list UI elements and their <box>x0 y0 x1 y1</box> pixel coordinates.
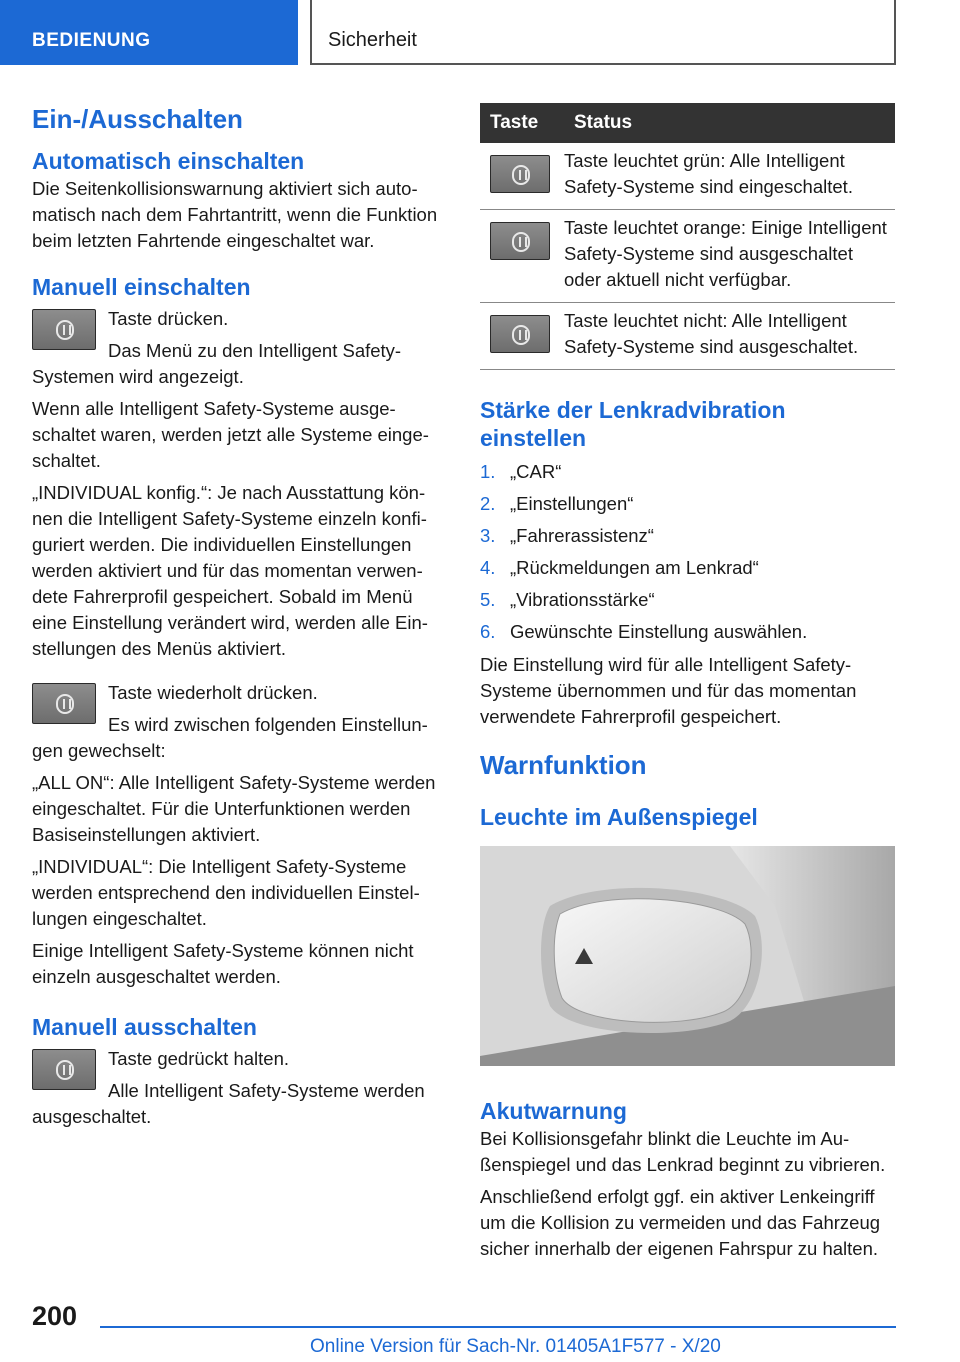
paragraph-all-on: „ALL ON“: Alle Intelligent Safety-Systeme werden eingeschaltet. Für die Unterfunktionen werden Basiseinstellungen aktiviert. <box>32 772 436 845</box>
heading-automatisch-einschalten: Automatisch einschalten <box>32 148 305 174</box>
list-item: 6. Gewünschte Einstellung auswählen. <box>480 621 808 642</box>
table-header-status: Status <box>564 103 895 143</box>
steps-list <box>480 456 895 648</box>
paragraph-manual-on-2: „INDIVIDUAL konfig.“: Je nach Ausstattung können die Intelligent Safety-Systeme einzeln konfiguriert werden. Die individuellen Einstellungen werden aktiviert und für das momentan verwendete Fahrerprofil gespeichert. Sobald im Menü eine Einstellung verändert wird, werden alle Einstellungen des Menüs aktiviert. <box>32 482 428 659</box>
paragraph-auto: Die Seitenkollisionswarnung aktiviert sich automatisch nach dem Fahrtantritt, wenn die Funktion beim letzten Fahrtende eingeschaltet war. <box>32 178 438 251</box>
list-item: 3. „Fahrerassistenz“ <box>480 525 654 546</box>
safety-button-icon <box>490 155 550 193</box>
list-item: 5. „Vibrationsstärke“ <box>480 589 655 610</box>
table-row <box>480 143 895 210</box>
paragraph-acute-2: Anschließend erfolgt ggf. ein aktiver Lenkeingriff um die Kollision zu vermeiden und das Fahrzeug sicher innerhalb der eigenen Fahrspur zu halten. <box>480 1186 881 1259</box>
heading-warnfunktion: Warnfunktion <box>480 750 647 780</box>
table-cell-status: Taste leuchtet nicht: Alle Intelligent Safety-Systeme sind ausgeschaltet. <box>564 303 895 370</box>
manual-off-step: Taste gedrückt halten. <box>108 1048 289 1069</box>
table-header-taste: Taste <box>480 103 564 143</box>
safety-button-icon <box>32 683 96 724</box>
manual-on-block <box>32 306 447 390</box>
footer-divider <box>100 1326 896 1328</box>
table-cell-status: Taste leuchtet orange: Einige Intelligent Safety-Systeme sind ausgeschaltet oder aktuell nicht verfügbar. <box>564 210 895 303</box>
list-item: 4. „Rückmeldungen am Lenkrad“ <box>480 557 759 578</box>
side-mirror-image <box>480 846 895 1066</box>
safety-button-icon <box>32 1049 96 1090</box>
chapter-title: Sicherheit <box>310 0 896 65</box>
heading-manuell-einschalten: Manuell einschalten <box>32 274 251 300</box>
manual-on-result: Das Menü zu den Intelligent Safety-Systemen wird angezeigt. <box>32 340 402 387</box>
paragraph-acute-1: Bei Kollisionsgefahr blinkt die Leuchte im Außenspiegel und das Lenkrad beginnt zu vibrieren. <box>480 1128 886 1175</box>
repeat-step: Taste wiederholt drücken. <box>108 682 318 703</box>
heading-leuchte-aussenspiegel: Leuchte im Außenspiegel <box>480 804 758 830</box>
section-tab: BEDIENUNG <box>0 0 298 65</box>
repeat-result: Es wird zwischen folgenden Einstellungen gewechselt: <box>32 714 428 761</box>
safety-button-icon <box>490 222 550 260</box>
paragraph-note: Einige Intelligent Safety-Systeme können nicht einzeln ausgeschaltet werden. <box>32 940 414 987</box>
mirror-illustration <box>480 846 895 1066</box>
safety-button-icon <box>32 309 96 350</box>
page-number: 200 <box>32 1301 78 1331</box>
heading-akutwarnung: Akutwarnung <box>480 1098 627 1124</box>
repeat-block <box>32 680 447 764</box>
paragraph-individual: „INDIVIDUAL“: Die Intelligent Safety-Systeme werden entsprechend den individuellen Einstellungen eingeschaltet. <box>32 856 420 929</box>
right-column <box>480 103 895 1262</box>
list-item: 1. „CAR“ <box>480 461 562 482</box>
footer-online-version: Online Version für Sach-Nr. 01405A1F577 - X/20 <box>310 1336 721 1357</box>
paragraph-vibration: Die Einstellung wird für alle Intelligent Safety-Systeme übernommen und für das momentan verwendete Fahrerprofil gespeichert. <box>480 654 857 727</box>
manual-off-block <box>32 1046 447 1130</box>
heading-manuell-ausschalten: Manuell ausschalten <box>32 1014 257 1040</box>
manual-off-result: Alle Intelligent Safety-Systeme werden ausgeschaltet. <box>32 1080 425 1127</box>
status-table <box>480 103 895 370</box>
left-column <box>32 100 447 1130</box>
paragraph-manual-on-1: Wenn alle Intelligent Safety-Systeme ausgeschaltet waren, werden jetzt alle Systeme eingeschaltet. <box>32 398 429 471</box>
heading-ein-ausschalten: Ein-/Ausschalten <box>32 104 243 134</box>
heading-lenkradvibration: Stärke der Lenkradvibration einstellen <box>480 397 786 451</box>
table-cell-status: Taste leuchtet grün: Alle Intelligent Safety-Systeme sind eingeschaltet. <box>564 143 895 210</box>
table-row <box>480 210 895 303</box>
list-item: 2. „Einstellungen“ <box>480 493 634 514</box>
safety-button-icon <box>490 315 550 353</box>
table-row <box>480 303 895 370</box>
manual-on-step: Taste drücken. <box>108 308 229 329</box>
